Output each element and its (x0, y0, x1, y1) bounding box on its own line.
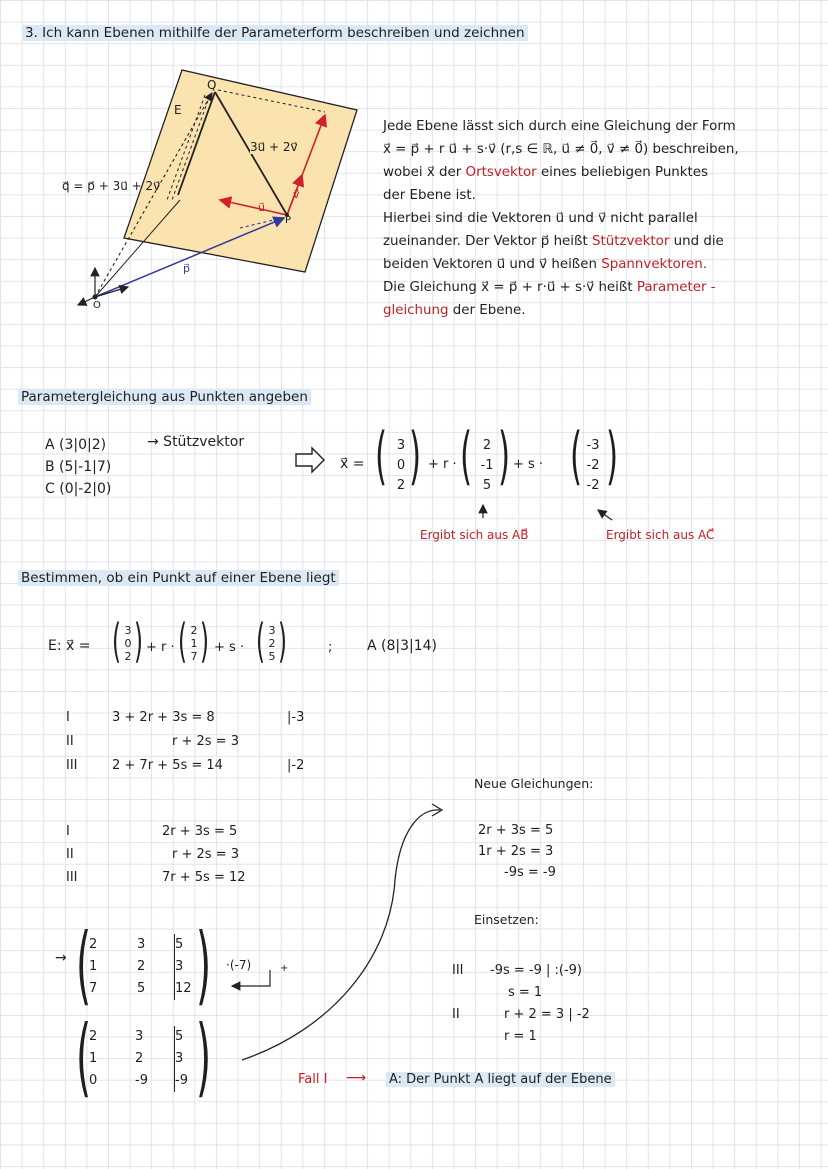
point-a: A (3|0|2) (45, 437, 107, 453)
intro-line-1: Jede Ebene lässt sich durch eine Gleichung der Form (383, 119, 736, 134)
point-a-check: A (8|3|14) (367, 638, 438, 654)
plane-plus-s: + s · (214, 640, 245, 655)
matrix-op: ·(-7) (226, 958, 252, 972)
intro-line-9: gleichung der Ebene. (383, 303, 526, 318)
matrix-arrow: → (55, 950, 67, 966)
diag-arrow-ac (598, 510, 612, 520)
note-ab: Ergibt sich aus AB⃗ (420, 528, 529, 542)
intro-line-6: zueinander. Der Vektor p⃗ heißt Stützvektor und die (383, 234, 724, 249)
paren-close-u: ) (498, 419, 511, 492)
section1-heading: Parametergleichung aus Punkten angeben (18, 389, 311, 405)
intro-line-2: x⃗ = p⃗ + r u⃗ + s·v⃗ (r,s ∈ ℝ, u⃗ ≠ 0⃗, v⃗ ≠ 0⃗) beschreiben, (383, 142, 739, 157)
paren-open-e-u: ( (178, 614, 187, 668)
paren-close-e-v: ) (278, 614, 287, 668)
vec-u: 2 -1 5 (480, 438, 494, 493)
label-o: O (93, 300, 101, 311)
matrix2-open: ( (76, 1007, 92, 1107)
plus-s: + s · (513, 457, 544, 472)
label-e: E (174, 103, 182, 117)
plane-vec-p: 3 0 2 (124, 624, 132, 663)
eq2-nums: I II III (66, 824, 78, 885)
eq1-lines: 3 + 2r + 3s = 8 r + 2s = 3 2 + 7r + 5s = 14 (112, 710, 239, 773)
eq2-lines: 2r + 3s = 5 r + 2s = 3 7r + 5s = 12 (162, 824, 246, 885)
label-v: v⃗ (293, 188, 300, 201)
sub-lines: -9s = -9 | :(-9) s = 1 r + 2 = 3 | -2 r = 1 (490, 963, 590, 1044)
point-c: C (0|-2|0) (45, 481, 112, 497)
plane-vec-u: 2 1 7 (190, 624, 198, 663)
matrix1-open: ( (76, 915, 92, 1015)
paren-close-v: ) (606, 419, 619, 492)
intro-line-4: der Ebene ist. (383, 188, 476, 203)
plane-vec-v: 3 2 5 (268, 624, 276, 663)
plane-parallelogram (124, 70, 357, 272)
matrix2: 2 3 5 1 2 3 0 -9 -9 (89, 1029, 188, 1088)
paren-close-p: ) (409, 419, 422, 492)
fall-label: Fall I (298, 1072, 328, 1087)
new-eqs: 2r + 3s = 5 1r + 2s = 3 -9s = -9 (478, 823, 556, 880)
intro-line-7: beiden Vektoren u⃗ und v⃗ heißen Spannvektoren. (383, 257, 707, 272)
matrix1-close: ) (196, 915, 212, 1015)
note-ac: Ergibt sich aus AC⃗ (606, 528, 715, 542)
label-q: Q (207, 78, 217, 92)
page-title: 3. Ich kann Ebenen mithilfe der Parameterform beschreiben und zeichnen (22, 25, 528, 41)
curve-arrow (242, 810, 440, 1060)
paren-close-e-u: ) (200, 614, 209, 668)
matrix-op-arrow (232, 970, 270, 986)
new-eq-title: Neue Gleichungen: (474, 776, 594, 791)
intro-line-8: Die Gleichung x⃗ = p⃗ + r·u⃗ + s·v⃗ heißt Parameter - (383, 280, 716, 295)
label-q-vec: q⃗ = p⃗ + 3u⃗ + 2v⃗ (62, 179, 161, 193)
points-list (45, 434, 111, 500)
conclusion: A: Der Punkt A liegt auf der Ebene (386, 1072, 615, 1087)
paren-open-p: ( (375, 419, 388, 492)
implication-arrow (296, 448, 324, 472)
matrix2-close: ) (196, 1007, 212, 1107)
label-3u2v: 3u⃗ + 2v⃗ (250, 140, 298, 154)
paren-close-e-p: ) (134, 614, 143, 668)
matrix2-divider (174, 1026, 175, 1092)
label-p: P (285, 215, 292, 226)
sub-nums: III II (452, 963, 464, 1022)
einsetzen-title: Einsetzen: (474, 912, 539, 927)
eq1-nums: I II III (66, 710, 78, 773)
label-p-vec: p⃗ (183, 262, 190, 275)
paren-open-e-v: ( (256, 614, 265, 668)
paren-open-u: ( (460, 419, 473, 492)
point-b: B (5|-1|7) (45, 459, 112, 475)
matrix1: 2 3 5 1 2 3 7 5 12 (89, 937, 192, 996)
paren-open-v: ( (570, 419, 583, 492)
fall-arrow: ⟶ (346, 1070, 367, 1086)
label-u: u⃗ (258, 201, 265, 214)
vec-v: -3 -2 -2 (586, 438, 600, 493)
intro-line-5: Hierbei sind die Vektoren u⃗ und v⃗ nicht parallel (383, 211, 698, 226)
vec-p: 3 0 2 (396, 438, 406, 493)
intro-paragraph (383, 115, 818, 322)
plane-plus-r: + r · (146, 640, 175, 655)
plus-r: + r · (428, 457, 457, 472)
x-label: x⃗ = (340, 456, 365, 472)
paren-open-e-p: ( (112, 614, 121, 668)
matrix1-divider (174, 934, 175, 1000)
section2-heading: Bestimmen, ob ein Punkt auf einer Ebene liegt (18, 570, 339, 586)
eq1-ops: |-3 |-2 (287, 710, 305, 773)
matrix-plus: + (280, 963, 289, 974)
plane-label: E: x⃗ = (48, 638, 91, 654)
intro-line-3: wobei x⃗ der Ortsvektor eines beliebigen Punktes (383, 165, 709, 180)
support-note: → Stützvektor (147, 434, 245, 450)
separator: ; (328, 640, 333, 655)
